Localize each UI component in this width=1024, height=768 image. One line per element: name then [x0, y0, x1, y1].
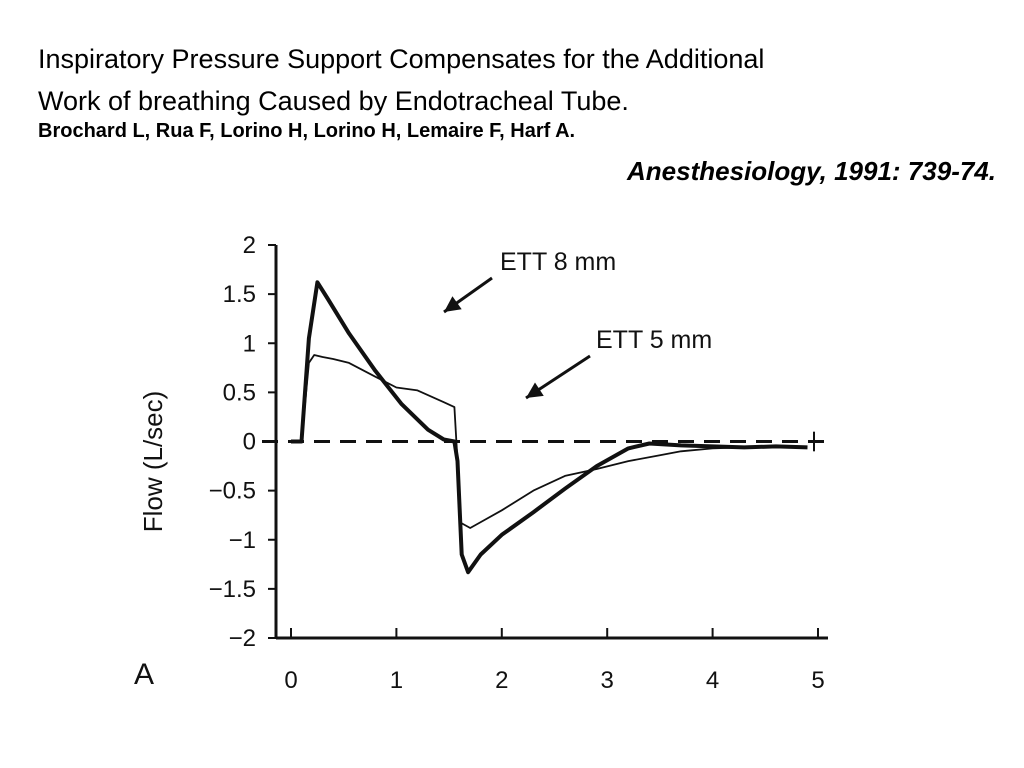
y-tick-label: −1: [228, 526, 256, 554]
annotation-ett-8mm-arrow-head: [444, 296, 462, 312]
panel-label: A: [134, 658, 155, 691]
slide-title-line-1: Inspiratory Pressure Support Compensates for the Additional: [38, 44, 765, 74]
y-tick-label: 1: [242, 330, 256, 358]
y-tick-label: 1.5: [222, 281, 256, 309]
x-tick-label: 1: [389, 667, 404, 694]
chart-ticks: [209, 232, 825, 694]
y-tick-label: 2: [242, 232, 256, 259]
annotation-ett-8mm-label: ETT 8 mm: [500, 248, 617, 276]
x-tick-label: 3: [600, 667, 614, 694]
slide-title: [38, 38, 998, 122]
citation-journal: Anesthesiology, 1991: 739-74.: [627, 156, 996, 186]
y-axis-label: Flow (L/sec): [138, 390, 168, 533]
y-tick-label: −1.5: [208, 575, 256, 603]
x-tick-label: 5: [811, 667, 825, 694]
chart-annotations: [444, 248, 712, 398]
y-tick-label: −0.5: [208, 477, 256, 505]
x-tick-label: 2: [495, 667, 509, 694]
annotation-ett-5mm-label: ETT 5 mm: [596, 326, 713, 354]
flow-chart: [0, 200, 1024, 720]
slide-title-line-2: Work of breathing Caused by Endotracheal Tube.: [38, 86, 629, 116]
series-line-ett-8mm: [291, 282, 808, 572]
y-tick-label: 0.5: [222, 379, 256, 407]
chart-series: [291, 282, 808, 572]
y-tick-label: 0: [242, 428, 256, 456]
x-tick-label: 0: [284, 667, 298, 694]
annotation-ett-5mm-arrow-head: [526, 383, 544, 398]
x-tick-label: 4: [705, 667, 720, 694]
citation-authors: Brochard L, Rua F, Lorino H, Lorino H, Lemaire F, Harf A.: [38, 120, 576, 142]
y-tick-label: −2: [228, 625, 256, 652]
